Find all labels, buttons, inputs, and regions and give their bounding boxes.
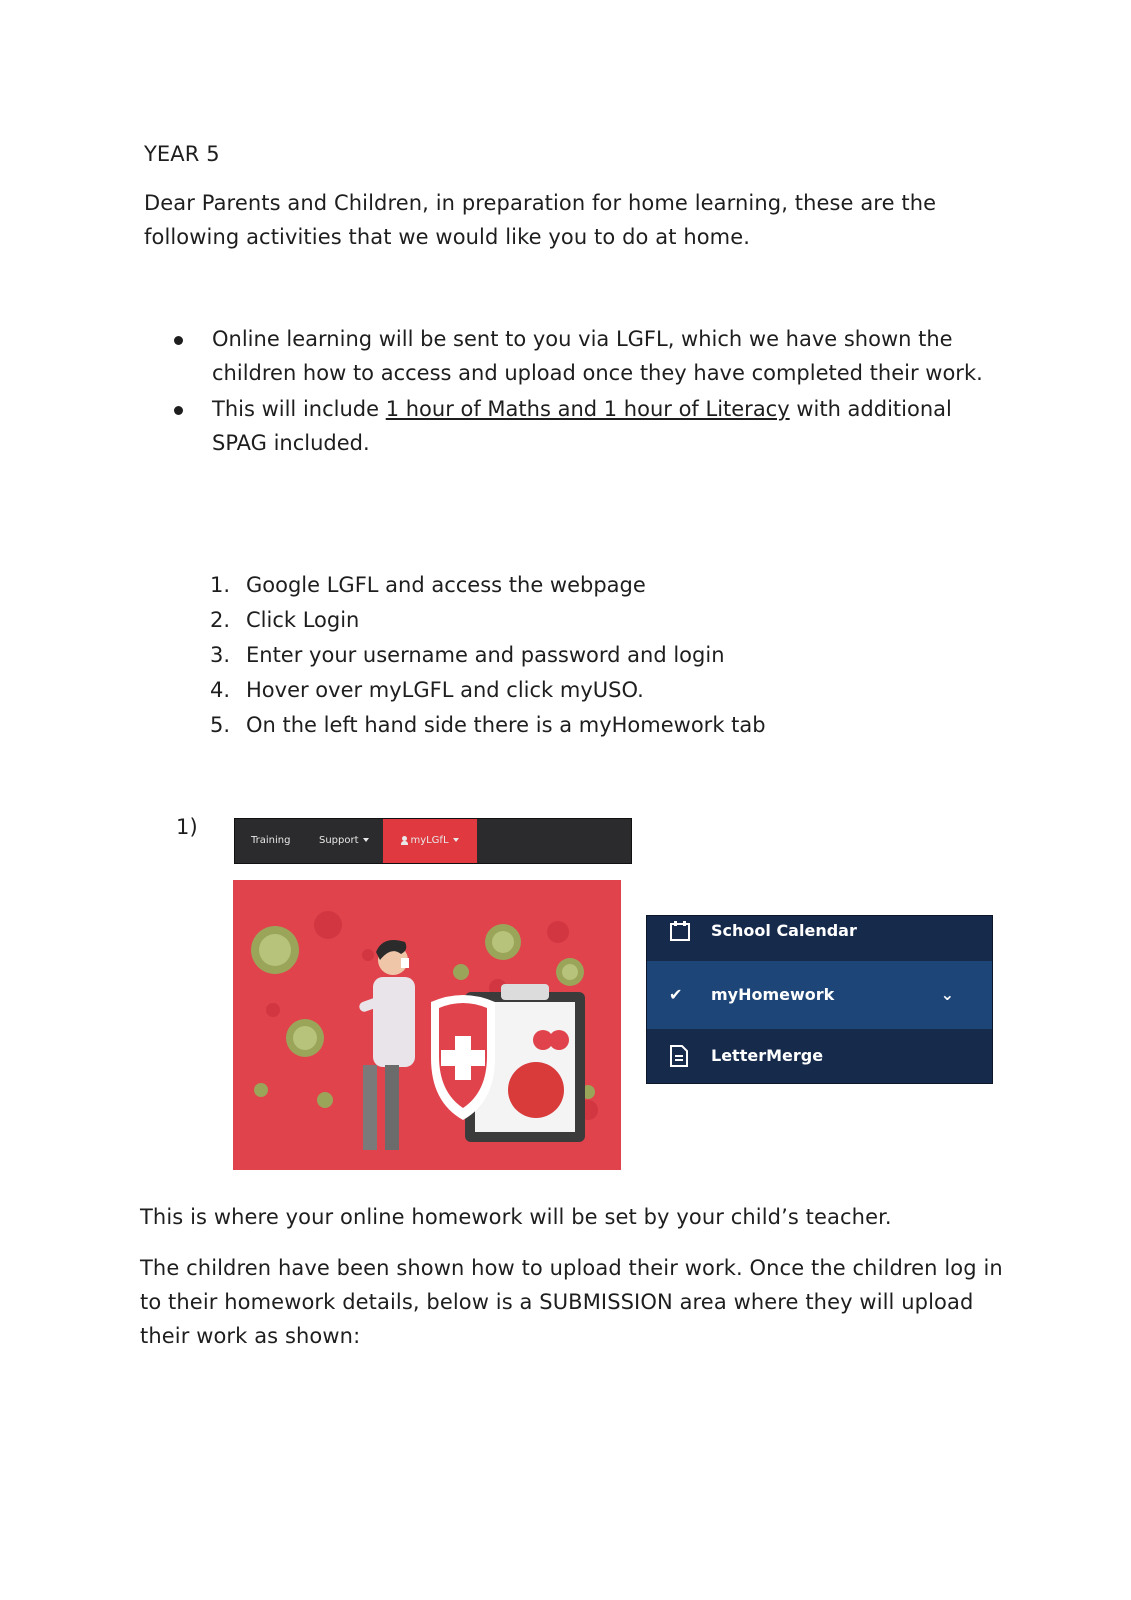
step-number: 3. xyxy=(210,643,231,667)
bullet-dot xyxy=(174,336,183,345)
step-number: 2. xyxy=(210,608,231,632)
virus-icon-4 xyxy=(556,958,584,986)
step-number: 1. xyxy=(210,573,231,597)
virus-icon-2 xyxy=(485,924,521,960)
intro-paragraph: Dear Parents and Children, in preparation for home learning, these are the following activities that we would like you to do at home. xyxy=(144,191,937,249)
nav-mylgfl xyxy=(383,819,477,863)
step-item xyxy=(210,708,766,743)
bullet-dot xyxy=(174,406,183,415)
virus-icon-3 xyxy=(286,1019,324,1057)
steps-list xyxy=(210,568,766,743)
lgfl-navbar-screenshot xyxy=(234,818,632,864)
step-text: Google LGFL and access the webpage xyxy=(246,573,646,597)
step-text: Hover over myLGFL and click myUSO. xyxy=(246,678,644,702)
health-illustration xyxy=(233,880,621,1170)
step-item xyxy=(210,568,766,603)
submission-info-paragraph: The children have been shown how to upload their work. Once the children log in to their homework details, below is a SUBMISSION area where they will upload their work as shown: xyxy=(140,1256,1003,1348)
nav-mylgfl-label: myLGfL xyxy=(410,835,449,846)
step-text: Click Login xyxy=(246,608,360,632)
nav-training: Training xyxy=(251,835,291,846)
user-icon xyxy=(401,836,408,845)
step-number: 5. xyxy=(210,713,231,737)
caret-down-icon xyxy=(453,838,459,842)
step-item xyxy=(210,603,766,638)
step-text: Enter your username and password and login xyxy=(246,643,725,667)
menu-item-lettermerge xyxy=(647,1029,992,1083)
menu-label: LetterMerge xyxy=(711,1046,824,1065)
nav-support xyxy=(319,819,369,863)
step-item xyxy=(210,638,766,673)
homework-info-paragraph: This is where your online homework will be set by your child’s teacher. xyxy=(140,1205,892,1229)
bullet-text: Online learning will be sent to you via LGFL, which we have shown the children how to access and upload once they have completed their work. xyxy=(212,327,983,385)
menu-label: School Calendar xyxy=(711,921,857,940)
figure-label: 1) xyxy=(176,815,198,839)
myuso-menu-screenshot xyxy=(646,915,993,1084)
caret-down-icon xyxy=(363,838,369,842)
bullet-list xyxy=(170,322,990,462)
menu-item-myhomework xyxy=(647,961,992,1029)
check-icon: ✔ xyxy=(669,985,683,1004)
menu-item-school-calendar xyxy=(647,916,992,961)
bullet-text-underlined: 1 hour of Maths and 1 hour of Literacy xyxy=(385,397,790,421)
page-heading: YEAR 5 xyxy=(144,142,220,166)
step-text: On the left hand side there is a myHomework tab xyxy=(246,713,766,737)
virus-icon-1 xyxy=(251,926,299,974)
step-number: 4. xyxy=(210,678,231,702)
bullet-text-end: with additional SPAG included. xyxy=(212,397,952,455)
menu-label: myHomework xyxy=(711,985,835,1004)
document-icon xyxy=(669,1045,689,1067)
nav-support-label: Support xyxy=(319,835,359,846)
step-item xyxy=(210,673,766,708)
calendar-icon xyxy=(669,920,691,942)
bullet-item xyxy=(170,322,990,390)
bullet-text-start: This will include xyxy=(212,397,386,421)
bullet-item xyxy=(170,392,990,460)
chevron-down-icon: ⌄ xyxy=(940,985,954,1004)
